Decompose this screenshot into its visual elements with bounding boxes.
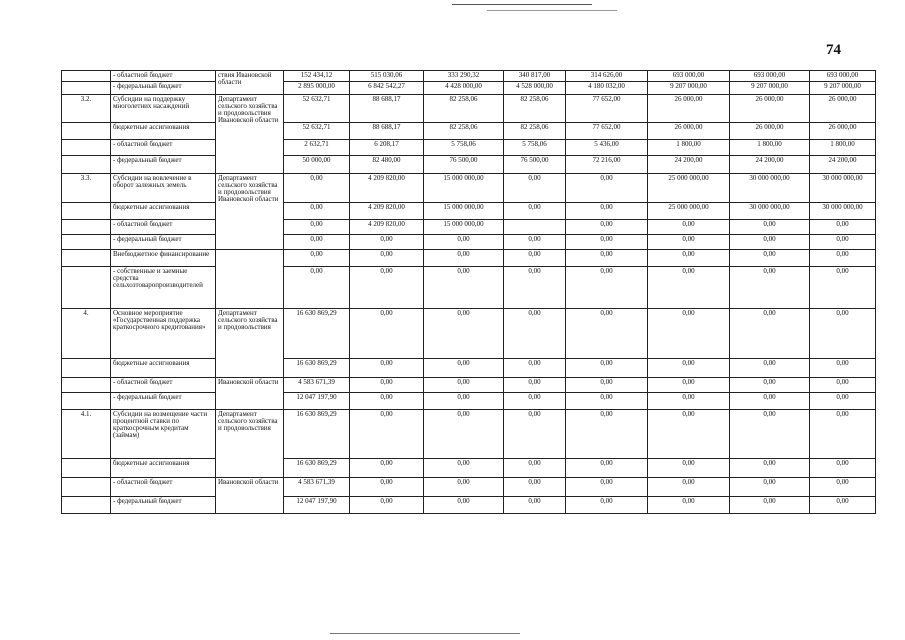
- value-cell: 693 000,00: [730, 71, 810, 82]
- value-cell: 82 258,06: [504, 95, 566, 123]
- value-cell: 0,00: [648, 267, 730, 309]
- value-cell: 0,00: [504, 267, 566, 309]
- value-cell: 2 632,71: [284, 140, 350, 156]
- table-body: [62, 71, 876, 514]
- value-cell: 0,00: [648, 309, 730, 359]
- value-cell: 340 817,00: [504, 71, 566, 82]
- value-cell: 0,00: [810, 393, 876, 410]
- value-cell: 0,00: [810, 497, 876, 514]
- value-cell: 0,00: [648, 478, 730, 497]
- description-cell: - федеральный бюджет: [111, 393, 216, 410]
- value-cell: 0,00: [566, 478, 648, 497]
- value-cell: 0,00: [648, 497, 730, 514]
- value-cell: 0,00: [424, 309, 504, 359]
- value-cell: 515 030,06: [350, 71, 424, 82]
- value-cell: 0,00: [504, 174, 566, 203]
- value-cell: 0,00: [648, 220, 730, 235]
- value-cell: 0,00: [350, 267, 424, 309]
- budget-table: [61, 70, 876, 514]
- responsible-cell: Департамент сельского хозяйства и продовольствия: [216, 309, 284, 378]
- responsible-cell: Ивановской области: [216, 378, 284, 410]
- description-cell: Субсидии на поддержку многолетних насаждений: [111, 95, 216, 123]
- value-cell: 333 290,32: [424, 71, 504, 82]
- value-cell: 0,00: [730, 459, 810, 478]
- value-cell: 0,00: [350, 459, 424, 478]
- value-cell: 77 652,00: [566, 123, 648, 140]
- value-cell: 4 209 820,00: [350, 174, 424, 203]
- description-cell: бюджетные ассигнования: [111, 203, 216, 220]
- value-cell: 0,00: [284, 203, 350, 220]
- value-cell: 0,00: [648, 250, 730, 267]
- value-cell: 0,00: [566, 235, 648, 250]
- value-cell: 0,00: [810, 309, 876, 359]
- value-cell: 0,00: [424, 378, 504, 393]
- value-cell: 0,00: [566, 250, 648, 267]
- description-cell: - областной бюджет: [111, 140, 216, 156]
- value-cell: 0,00: [424, 235, 504, 250]
- table-row: [62, 393, 876, 410]
- value-cell: 0,00: [284, 235, 350, 250]
- value-cell: 0,00: [810, 459, 876, 478]
- value-cell: 0,00: [730, 359, 810, 378]
- item-number-cell: 3.3.: [62, 174, 111, 203]
- value-cell: 0,00: [648, 359, 730, 378]
- table-row: [62, 82, 876, 95]
- value-cell: 152 434,12: [284, 71, 350, 82]
- value-cell: 9 207 000,00: [648, 82, 730, 95]
- value-cell: 5 758,06: [424, 140, 504, 156]
- value-cell: 4 428 000,00: [424, 82, 504, 95]
- value-cell: 0,00: [566, 393, 648, 410]
- value-cell: 1 800,00: [648, 140, 730, 156]
- value-cell: 82 258,06: [424, 95, 504, 123]
- value-cell: 0,00: [350, 393, 424, 410]
- table-row: [62, 378, 876, 393]
- value-cell: 24 200,00: [648, 156, 730, 174]
- value-cell: 0,00: [504, 393, 566, 410]
- value-cell: 12 047 197,90: [284, 497, 350, 514]
- item-number-cell: [62, 203, 111, 220]
- description-cell: Субсидии на возмещение части процентной ставки по краткосрочным кредитам (займам): [111, 410, 216, 459]
- value-cell: 4 528 000,00: [504, 82, 566, 95]
- value-cell: 26 000,00: [648, 95, 730, 123]
- value-cell: 0,00: [730, 250, 810, 267]
- top-rule-1: [452, 4, 592, 5]
- value-cell: 0,00: [424, 250, 504, 267]
- value-cell: 0,00: [350, 378, 424, 393]
- description-cell: - федеральный бюджет: [111, 235, 216, 250]
- value-cell: 25 000 000,00: [648, 203, 730, 220]
- table-row: [62, 410, 876, 459]
- value-cell: 88 688,17: [350, 123, 424, 140]
- value-cell: 4 209 820,00: [350, 203, 424, 220]
- value-cell: 0,00: [350, 478, 424, 497]
- description-cell: - областной бюджет: [111, 378, 216, 393]
- value-cell: 0,00: [424, 478, 504, 497]
- description-cell: - областной бюджет: [111, 71, 216, 82]
- value-cell: 314 626,00: [566, 71, 648, 82]
- value-cell: 72 216,00: [566, 156, 648, 174]
- responsible-cell: Департамент сельского хозяйства и продовольствия Ивановской области: [216, 95, 284, 174]
- item-number-cell: [62, 71, 111, 82]
- value-cell: 30 000 000,00: [810, 203, 876, 220]
- item-number-cell: [62, 250, 111, 267]
- value-cell: 0,00: [648, 410, 730, 459]
- value-cell: 26 000,00: [730, 123, 810, 140]
- value-cell: 0,00: [566, 203, 648, 220]
- value-cell: 0,00: [350, 410, 424, 459]
- value-cell: 0,00: [504, 203, 566, 220]
- item-number-cell: [62, 359, 111, 378]
- item-number-cell: [62, 478, 111, 497]
- value-cell: 16 630 869,29: [284, 410, 350, 459]
- value-cell: 0,00: [566, 267, 648, 309]
- value-cell: 1 800,00: [730, 140, 810, 156]
- item-number-cell: 4.: [62, 309, 111, 359]
- value-cell: 0,00: [730, 478, 810, 497]
- value-cell: 0,00: [810, 410, 876, 459]
- value-cell: 0,00: [424, 393, 504, 410]
- value-cell: 50 000,00: [284, 156, 350, 174]
- value-cell: 30 000 000,00: [730, 203, 810, 220]
- value-cell: 1 800,00: [810, 140, 876, 156]
- description-cell: бюджетные ассигнования: [111, 123, 216, 140]
- value-cell: 0,00: [504, 410, 566, 459]
- description-cell: - федеральный бюджет: [111, 497, 216, 514]
- description-cell: бюджетные ассигнования: [111, 459, 216, 478]
- description-cell: Субсидии на вовлечение в оборот залежных земель: [111, 174, 216, 203]
- value-cell: 0,00: [504, 497, 566, 514]
- table-row: [62, 267, 876, 309]
- value-cell: 0,00: [566, 359, 648, 378]
- value-cell: 0,00: [424, 410, 504, 459]
- value-cell: 0,00: [424, 359, 504, 378]
- value-cell: 0,00: [566, 410, 648, 459]
- table-row: [62, 235, 876, 250]
- value-cell: 0,00: [284, 250, 350, 267]
- value-cell: 0,00: [504, 478, 566, 497]
- value-cell: 0,00: [648, 378, 730, 393]
- value-cell: 693 000,00: [648, 71, 730, 82]
- value-cell: 12 047 197,90: [284, 393, 350, 410]
- value-cell: 0,00: [810, 220, 876, 235]
- responsible-cell: ствия Ивановской области: [216, 71, 284, 95]
- value-cell: 15 000 000,00: [424, 174, 504, 203]
- value-cell: 0,00: [504, 250, 566, 267]
- item-number-cell: [62, 235, 111, 250]
- value-cell: 76 500,00: [424, 156, 504, 174]
- value-cell: 0,00: [284, 220, 350, 235]
- table-row: [62, 220, 876, 235]
- table-row: [62, 95, 876, 123]
- item-number-cell: [62, 220, 111, 235]
- value-cell: 0,00: [350, 309, 424, 359]
- value-cell: 4 583 671,39: [284, 378, 350, 393]
- value-cell: 26 000,00: [648, 123, 730, 140]
- value-cell: 82 480,00: [350, 156, 424, 174]
- value-cell: 0,00: [730, 378, 810, 393]
- table-row: [62, 309, 876, 359]
- value-cell: 0,00: [566, 174, 648, 203]
- value-cell: 0,00: [810, 235, 876, 250]
- value-cell: 0,00: [810, 378, 876, 393]
- value-cell: 0,00: [566, 309, 648, 359]
- description-cell: Внебюджетное финансирование: [111, 250, 216, 267]
- item-number-cell: [62, 459, 111, 478]
- table-row: [62, 156, 876, 174]
- value-cell: 25 000 000,00: [648, 174, 730, 203]
- value-cell: 0,00: [566, 220, 648, 235]
- value-cell: 0,00: [730, 309, 810, 359]
- value-cell: 76 500,00: [504, 156, 566, 174]
- table-row: [62, 71, 876, 82]
- value-cell: 0,00: [810, 478, 876, 497]
- value-cell: 52 632,71: [284, 123, 350, 140]
- item-number-cell: [62, 140, 111, 156]
- value-cell: 0,00: [730, 393, 810, 410]
- item-number-cell: [62, 497, 111, 514]
- value-cell: 26 000,00: [810, 95, 876, 123]
- responsible-cell: Департамент сельского хозяйства и продовольствия Ивановской области: [216, 174, 284, 250]
- value-cell: 0,00: [350, 359, 424, 378]
- value-cell: 0,00: [566, 459, 648, 478]
- description-cell: - областной бюджет: [111, 220, 216, 235]
- value-cell: 24 200,00: [730, 156, 810, 174]
- value-cell: 16 630 869,29: [284, 359, 350, 378]
- value-cell: 30 000 000,00: [810, 174, 876, 203]
- value-cell: 0,00: [648, 459, 730, 478]
- bottom-rule: [330, 633, 520, 634]
- value-cell: 6 842 542,27: [350, 82, 424, 95]
- item-number-cell: [62, 267, 111, 309]
- value-cell: 30 000 000,00: [730, 174, 810, 203]
- item-number-cell: 4.1.: [62, 410, 111, 459]
- value-cell: 5 758,06: [504, 140, 566, 156]
- value-cell: 0,00: [566, 378, 648, 393]
- value-cell: 0,00: [424, 267, 504, 309]
- value-cell: 26 000,00: [730, 95, 810, 123]
- value-cell: 88 688,17: [350, 95, 424, 123]
- value-cell: 4 209 820,00: [350, 220, 424, 235]
- value-cell: 4 180 032,00: [566, 82, 648, 95]
- value-cell: 0,00: [810, 359, 876, 378]
- value-cell: 16 630 869,29: [284, 309, 350, 359]
- top-rule-2: [487, 10, 617, 11]
- value-cell: 0,00: [648, 393, 730, 410]
- value-cell: 15 000 000,00: [424, 203, 504, 220]
- item-number-cell: 3.2.: [62, 95, 111, 123]
- item-number-cell: [62, 378, 111, 393]
- value-cell: 9 207 000,00: [730, 82, 810, 95]
- value-cell: 0,00: [648, 235, 730, 250]
- value-cell: 0,00: [350, 250, 424, 267]
- value-cell: 0,00: [730, 267, 810, 309]
- value-cell: 82 258,06: [424, 123, 504, 140]
- value-cell: 0,00: [730, 220, 810, 235]
- responsible-cell: [216, 250, 284, 309]
- description-cell: - федеральный бюджет: [111, 82, 216, 95]
- table-row: [62, 359, 876, 378]
- value-cell: 0,00: [566, 497, 648, 514]
- value-cell: 77 652,00: [566, 95, 648, 123]
- value-cell: 0,00: [350, 497, 424, 514]
- table-row: [62, 497, 876, 514]
- item-number-cell: [62, 393, 111, 410]
- value-cell: 0,00: [350, 235, 424, 250]
- table-row: [62, 250, 876, 267]
- value-cell: 0,00: [424, 459, 504, 478]
- value-cell: 0,00: [504, 235, 566, 250]
- value-cell: 0,00: [730, 497, 810, 514]
- table-row: [62, 478, 876, 497]
- description-cell: - собственные и заемные средства сельхозтоваропроизводителей: [111, 267, 216, 309]
- value-cell: 26 000,00: [810, 123, 876, 140]
- value-cell: 16 630 869,29: [284, 459, 350, 478]
- description-cell: - федеральный бюджет: [111, 156, 216, 174]
- value-cell: 0,00: [504, 309, 566, 359]
- table-row: [62, 459, 876, 478]
- value-cell: 0,00: [504, 459, 566, 478]
- value-cell: 0,00: [504, 359, 566, 378]
- description-cell: Основное мероприятие «Государственная поддержка краткосрочного кредитования»: [111, 309, 216, 359]
- value-cell: 0,00: [284, 267, 350, 309]
- description-cell: - областной бюджет: [111, 478, 216, 497]
- value-cell: 2 895 000,00: [284, 82, 350, 95]
- table-row: [62, 203, 876, 220]
- value-cell: 4 583 671,39: [284, 478, 350, 497]
- responsible-cell: Ивановской области: [216, 478, 284, 514]
- value-cell: 0,00: [730, 410, 810, 459]
- value-cell: 82 258,06: [504, 123, 566, 140]
- value-cell: 0,00: [810, 250, 876, 267]
- value-cell: 0,00: [504, 378, 566, 393]
- value-cell: 15 000 000,00: [424, 220, 504, 235]
- value-cell: 0,00: [810, 267, 876, 309]
- page-number: 74: [826, 42, 841, 58]
- value-cell: 9 207 000,00: [810, 82, 876, 95]
- item-number-cell: [62, 82, 111, 95]
- value-cell: 0,00: [424, 497, 504, 514]
- value-cell: 24 200,00: [810, 156, 876, 174]
- description-cell: бюджетные ассигнования: [111, 359, 216, 378]
- table-row: [62, 140, 876, 156]
- value-cell: 0,00: [730, 235, 810, 250]
- item-number-cell: [62, 156, 111, 174]
- value-cell: [504, 220, 566, 235]
- responsible-cell: Департамент сельского хозяйства и продовольствия: [216, 410, 284, 478]
- value-cell: 5 436,00: [566, 140, 648, 156]
- value-cell: 6 208,17: [350, 140, 424, 156]
- item-number-cell: [62, 123, 111, 140]
- value-cell: 52 632,71: [284, 95, 350, 123]
- table-row: [62, 174, 876, 203]
- value-cell: 693 000,00: [810, 71, 876, 82]
- table-row: [62, 123, 876, 140]
- value-cell: 0,00: [284, 174, 350, 203]
